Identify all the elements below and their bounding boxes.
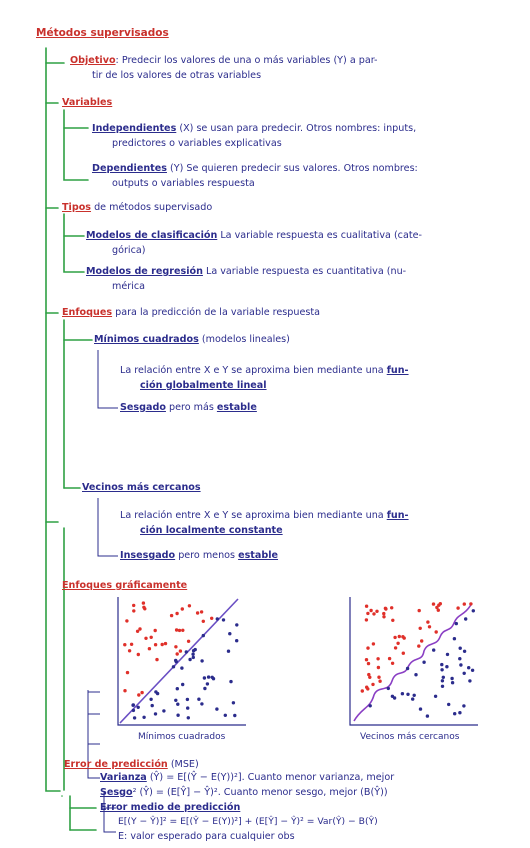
scatter-dot [458,711,461,714]
scatter-dot [413,694,416,697]
scatter-dot [469,602,472,605]
sesgo-line: Sesgo² (Ŷ) = (E[Ŷ] − Ŷ)². Cuanto menor sesgo, mejor (B(Ŷ)) [100,787,388,798]
caption-vecinos: Vecinos más cercanos [360,732,460,742]
scatter-dot [402,652,405,655]
scatter-dot [202,620,205,623]
scatter-dot [426,714,429,717]
scatter-dot [176,703,179,706]
scatter-dot [422,661,425,664]
scatter-dot [406,667,409,670]
scatter-dot [419,707,422,710]
scatter-dot [164,642,167,645]
scatter-dot [137,653,140,656]
mc-relacion-line1: La relación entre X e Y se aproxima bien mediante una fun- [120,365,409,376]
independientes-line2: predictores o variables explicativas [112,138,282,149]
scatter-dot [401,692,404,695]
scatter-dot [365,605,368,608]
graficamente-label: Enfoques gráficamente [62,580,188,591]
scatter-dot [142,601,145,604]
scatter-dot [391,619,394,622]
varianza-line: Varianza (Ŷ) = E[(Ŷ − E(Y))²]. Cuanto menor varianza, mejor [100,772,395,783]
scatter-dot [140,691,143,694]
scatter-dot [382,615,385,618]
regresion-line2: mérica [112,281,146,292]
objetivo-label: Objetivo [70,55,116,66]
scatter-dot [393,696,396,699]
independientes-line1: Independientes (X) se usan para predecir. Otros nombres: inputs, [92,123,417,134]
caption-minimos: Mínimos cuadrados [138,732,226,742]
scatter-dot [459,663,462,666]
scatter-dot [192,656,195,659]
scatter-dot [185,650,188,653]
variables-label: Variables [62,97,113,108]
scatter-dot [154,629,157,632]
scatter-dot [398,635,401,638]
scatter-dot [149,698,152,701]
scatter-dot [432,648,435,651]
clasificacion-line2: górica) [112,245,146,256]
vc-relacion-line2: ción localmente constante [140,525,283,536]
scatter-dot [154,712,157,715]
scatter-dot [406,693,409,696]
vecinos-label: Vecinos más cercanos [82,482,201,493]
scatter-dot [235,639,238,642]
scatter-dot [432,602,435,605]
scatter-dot [174,659,177,662]
scatter-dot [387,687,390,690]
tipos-line: Tipos de métodos supervisado [62,202,213,213]
minimos-cuadrados-line: Mínimos cuadrados (modelos lineales) [94,334,290,345]
scatter-dot [150,636,153,639]
plot-vecinos [348,597,480,727]
scatter-dot [455,622,458,625]
error-medio-label: Error medio de predicción [100,802,241,813]
scatter-dot [468,679,471,682]
scatter-dot [229,680,232,683]
scatter-dot [361,689,364,692]
scatter-dot [154,690,157,693]
scatter-dot [216,617,219,620]
scatter-dot [161,643,164,646]
mc-sesgado-line: Sesgado pero más estable [120,402,257,413]
scatter-dot [170,614,173,617]
scatter-dot [435,606,438,609]
scatter-dot [125,619,128,622]
scatter-dot [414,673,417,676]
scatter-dot [442,676,445,679]
scatter-dot [376,657,379,660]
scatter-dot [453,637,456,640]
scatter-dot [459,647,462,650]
objetivo-line2: tir de los valores de otras variables [92,70,262,81]
scatter-dot [224,714,227,717]
scatter-dot [133,716,136,719]
scatter-dot [446,653,449,656]
scatter-dot [211,676,214,679]
scatter-dot [401,635,404,638]
scatter-dot [188,604,191,607]
plot-minimos-cuadrados [116,597,248,727]
scatter-dot [132,609,135,612]
scatter-dot [196,611,199,614]
dependientes-line1: Dependientes (Y) Se quieren predecir sus valores. Otros nombres: [92,163,418,174]
scatter-dot [203,687,206,690]
scatter-dot [365,686,368,689]
scatter-dot [123,689,126,692]
mc-relacion-line2: ción globalmente lineal [140,380,267,391]
scatter-dot [450,677,453,680]
error-line: Error de predicción (MSE) [64,759,199,770]
scatter-dot [434,695,437,698]
scatter-dot [176,652,179,655]
scatter-dot [132,604,135,607]
scatter-dot [378,680,381,683]
scatter-dot [377,676,380,679]
scatter-dot [396,642,399,645]
scatter-dot [194,648,197,651]
scatter-dot [123,643,126,646]
scatter-dot [138,627,141,630]
objetivo-line1: Objetivo: Predecir los valores de una o más variables (Y) a par- [70,55,378,66]
scatter-dot [142,716,145,719]
scatter-dot [191,653,194,656]
scatter-dot [372,612,375,615]
scatter-dot [128,649,131,652]
scatter-dot [180,666,183,669]
scatter-dot [456,606,459,609]
scatter-dot [366,612,369,615]
scatter-dot [464,617,467,620]
scatter-dot [131,704,134,707]
scatter-dot [394,646,397,649]
scatter-dot [417,644,420,647]
scatter-dot [175,612,178,615]
scatter-dot [420,639,423,642]
scatter-dot [393,636,396,639]
scatter-dot [181,683,184,686]
scatter-dot [200,610,203,613]
scatter-dot [197,698,200,701]
scatter-dot [210,617,213,620]
dependientes-line2: outputs o variables respuesta [112,178,255,189]
scatter-dot [372,642,375,645]
scatter-dot [233,714,236,717]
scatter-dot [174,645,177,648]
scatter-dot [368,676,371,679]
scatter-dot [181,607,184,610]
scatter-dot [365,658,368,661]
vc-insesgado-line: Insesgado pero menos estable [120,550,279,561]
esperado-note: E: valor esperado para cualquier obs [118,831,295,842]
scatter-dot [162,709,165,712]
scatter-dot [142,606,145,609]
scatter-dot [154,643,157,646]
scatter-dot [377,666,380,669]
scatter-dot [369,609,372,612]
regresion-line1: Modelos de regresión La variable respuesta es cuantitativa (nu- [86,266,407,277]
scatter-dot [453,712,456,715]
scatter-dot [375,610,378,613]
scatter-dot [175,628,178,631]
scatter-dot [188,658,191,661]
scatter-dot [418,609,421,612]
scatter-dot [371,683,374,686]
scatter-dot [440,663,443,666]
scatter-dot [426,620,429,623]
scatter-dot [471,669,474,672]
scatter-dot [463,602,466,605]
scatter-dot [130,643,133,646]
scatter-dot [441,679,444,682]
scatter-dot [463,672,466,675]
scatter-dot [186,706,189,709]
error-medio-formula: E[(Y − Ŷ)]² = E[(Ŷ − E(Y))²] + (E[Ŷ] − Ŷ)² = Var(Ŷ) − B(Ŷ) [118,816,378,827]
scatter-dot [202,634,205,637]
clasificacion-line1: Modelos de clasificación La variable respuesta es cualitativa (cate- [86,230,422,241]
scatter-dot [215,707,218,710]
scatter-dot [222,618,225,621]
vc-relacion-line1: La relación entre X e Y se aproxima bien mediante una fun- [120,510,409,521]
scatter-dot [366,646,369,649]
scatter-dot [411,697,414,700]
scatter-dot [132,709,135,712]
scatter-dot [207,675,210,678]
scatter-dot [369,704,372,707]
scatter-dot [391,662,394,665]
scatter-dot [382,612,385,615]
scatter-dot [137,693,140,696]
scatter-dot [172,665,175,668]
scatter-dot [187,640,190,643]
scatter-dot [186,698,189,701]
scatter-dot [419,627,422,630]
page-title: Métodos supervisados [36,27,169,39]
scatter-dot [451,681,454,684]
scatter-dot [463,650,466,653]
scatter-dot [200,702,203,705]
scatter-dot [174,699,177,702]
scatter-dot [176,687,179,690]
scatter-dot [388,657,391,660]
scatter-dot [390,606,393,609]
scatter-dot [137,706,140,709]
scatter-dot [435,630,438,633]
scatter-dot [228,632,231,635]
scatter-dot [148,647,151,650]
scatter-dot [176,714,179,717]
scatter-dot [235,623,238,626]
scatter-dot [144,637,147,640]
scatter-dot [367,662,370,665]
scatter-dot [472,609,475,612]
scatter-dot [232,701,235,704]
scatter-dot [467,666,470,669]
scatter-dot [179,649,182,652]
scatter-dot [227,650,230,653]
enfoques-line: Enfoques para la predicción de la variable respuesta [62,307,320,318]
scatter-dot [178,629,181,632]
scatter-dot [447,703,450,706]
scatter-dot [126,671,129,674]
scatter-dot [462,704,465,707]
scatter-dot [151,704,154,707]
scatter-dot [384,607,387,610]
scatter-dot [441,685,444,688]
scatter-dot [440,668,443,671]
scatter-dot [155,658,158,661]
scatter-dot [365,618,368,621]
scatter-dot [181,629,184,632]
scatter-dot [458,657,461,660]
scatter-dot [200,659,203,662]
scatter-dot [428,625,431,628]
scatter-dot [445,665,448,668]
scatter-dot [187,716,190,719]
scatter-dot [206,682,209,685]
scatter-dot [203,676,206,679]
